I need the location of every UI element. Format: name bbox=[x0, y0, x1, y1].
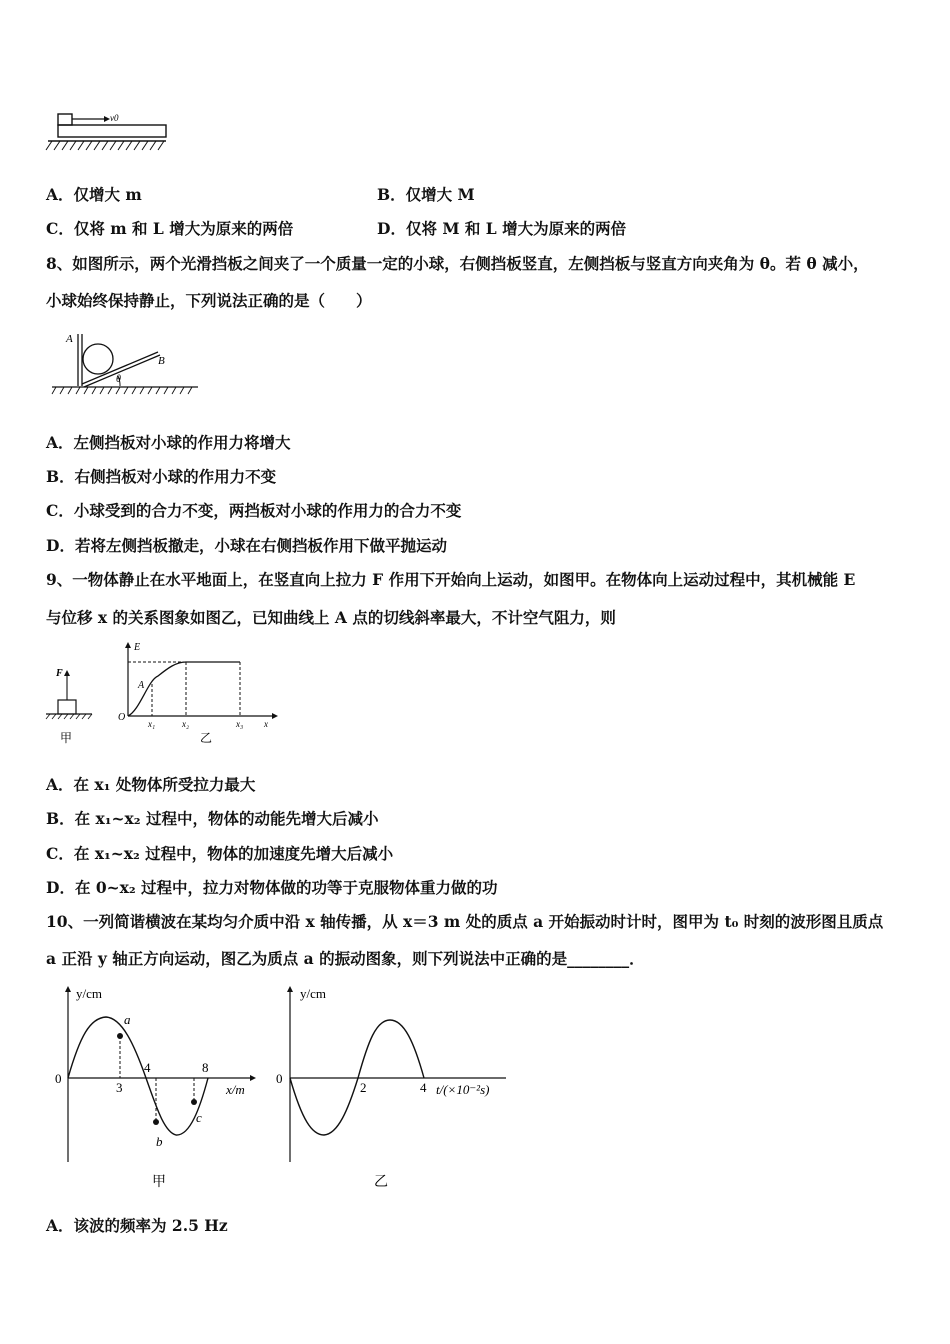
q9-option-d[interactable]: D．在 0~x₂ 过程中，拉力对物体做的功等于克服物体重力做的功 bbox=[46, 878, 498, 897]
q9-fig-label-a: A bbox=[138, 680, 145, 691]
q8-figure bbox=[50, 326, 202, 398]
q10-fig1-point-c: c bbox=[196, 1110, 202, 1125]
q10-fig2-tick-2: 2 bbox=[360, 1080, 367, 1095]
q9-fig-label-x: x bbox=[264, 719, 268, 729]
q9-option-c[interactable]: C．在 x₁~x₂ 过程中，物体的加速度先增大后减小 bbox=[46, 844, 394, 863]
q7-option-b[interactable]: B．仅增大 M bbox=[377, 185, 475, 204]
q9-figure bbox=[44, 640, 284, 748]
q9-fig-label-x3: x₃ bbox=[236, 719, 244, 729]
q10-figure-jia bbox=[50, 980, 260, 1195]
q10-fig2-xlabel: t/(×10⁻²s) bbox=[436, 1082, 490, 1097]
q8-stem-line1: 8、如图所示，两个光滑挡板之间夹了一个质量一定的小球，右侧挡板竖直，左侧挡板与竖直方向夹角为 θ。若 θ 减小， bbox=[46, 254, 869, 273]
q10-fig1-point-b: b bbox=[156, 1134, 163, 1149]
q8-option-c[interactable]: C．小球受到的合力不变，两挡板对小球的作用力的合力不变 bbox=[46, 501, 462, 520]
q10-stem-line1: 10、一列简谐横波在某均匀介质中沿 x 轴传播，从 x＝3 m 处的质点 a 开始振动时计时，图甲为 t₀ 时刻的波形图且质点 bbox=[46, 912, 884, 931]
q10-fig2-origin: 0 bbox=[276, 1071, 283, 1086]
q7-fig-label-v0: v0 bbox=[110, 113, 119, 123]
q10-fig1-point-a: a bbox=[124, 1012, 131, 1027]
q10-option-a[interactable]: A．该波的频率为 2.5 Hz bbox=[46, 1216, 228, 1235]
q9-fig-label-e: E bbox=[134, 642, 141, 653]
q9-option-a[interactable]: A．在 x₁ 处物体所受拉力最大 bbox=[46, 775, 256, 794]
q9-fig-label-x2: x₂ bbox=[182, 719, 190, 729]
q10-fig1-tick-4: 4 bbox=[144, 1060, 151, 1075]
q8-fig-label-theta: θ bbox=[116, 374, 121, 385]
q9-stem-line2: 与位移 x 的关系图象如图乙，已知曲线上 A 点的切线斜率最大，不计空气阻力，则 bbox=[46, 608, 616, 627]
q10-fig2-tick-4: 4 bbox=[420, 1080, 427, 1095]
q10-fig1-tick-8: 8 bbox=[202, 1060, 209, 1075]
q9-fig-label-f: F bbox=[56, 668, 63, 679]
q8-fig-label-a: A bbox=[66, 333, 73, 345]
q10-fig1-xlabel: x/m bbox=[226, 1082, 245, 1097]
q8-option-d[interactable]: D．若将左侧挡板撤走，小球在右侧挡板作用下做平抛运动 bbox=[46, 536, 447, 555]
q10-fig2-ylabel: y/cm bbox=[300, 986, 326, 1001]
q8-stem-line2: 小球始终保持静止，下列说法正确的是（ ） bbox=[46, 291, 372, 310]
q10-stem-line2: a 正沿 y 轴正方向运动，图乙为质点 a 的振动图象，则下列说法中正确的是________． bbox=[46, 949, 645, 968]
q10-fig1-origin: 0 bbox=[55, 1071, 62, 1086]
q9-stem-line1: 9、一物体静止在水平地面上，在竖直向上拉力 F 作用下开始向上运动，如图甲。在物体向上运动过程中，其机械能 E bbox=[46, 570, 856, 589]
q9-fig-label-o: O bbox=[118, 712, 126, 723]
q7-figure bbox=[44, 106, 174, 158]
q10-figure-yi bbox=[270, 980, 520, 1195]
q9-option-b[interactable]: B．在 x₁~x₂ 过程中，物体的动能先增大后减小 bbox=[46, 809, 379, 828]
q9-fig-caption-yi: 乙 bbox=[200, 731, 213, 745]
q8-option-a[interactable]: A．左侧挡板对小球的作用力将增大 bbox=[46, 433, 291, 452]
q9-fig-caption-jia: 甲 bbox=[60, 731, 73, 745]
q9-fig-label-x1: x₁ bbox=[148, 719, 156, 729]
q7-option-a[interactable]: A．仅增大 m bbox=[46, 185, 142, 204]
q7-option-d[interactable]: D．仅将 M 和 L 增大为原来的两倍 bbox=[377, 219, 627, 238]
q10-fig1-tick-3: 3 bbox=[116, 1080, 123, 1095]
q10-fig2-caption: 乙 bbox=[374, 1175, 388, 1190]
q8-fig-label-b: B bbox=[158, 355, 165, 367]
q7-option-c[interactable]: C．仅将 m 和 L 增大为原来的两倍 bbox=[46, 219, 294, 238]
q10-fig1-caption: 甲 bbox=[152, 1175, 166, 1190]
q10-fig1-ylabel: y/cm bbox=[76, 986, 102, 1001]
q8-option-b[interactable]: B．右侧挡板对小球的作用力不变 bbox=[46, 467, 277, 486]
